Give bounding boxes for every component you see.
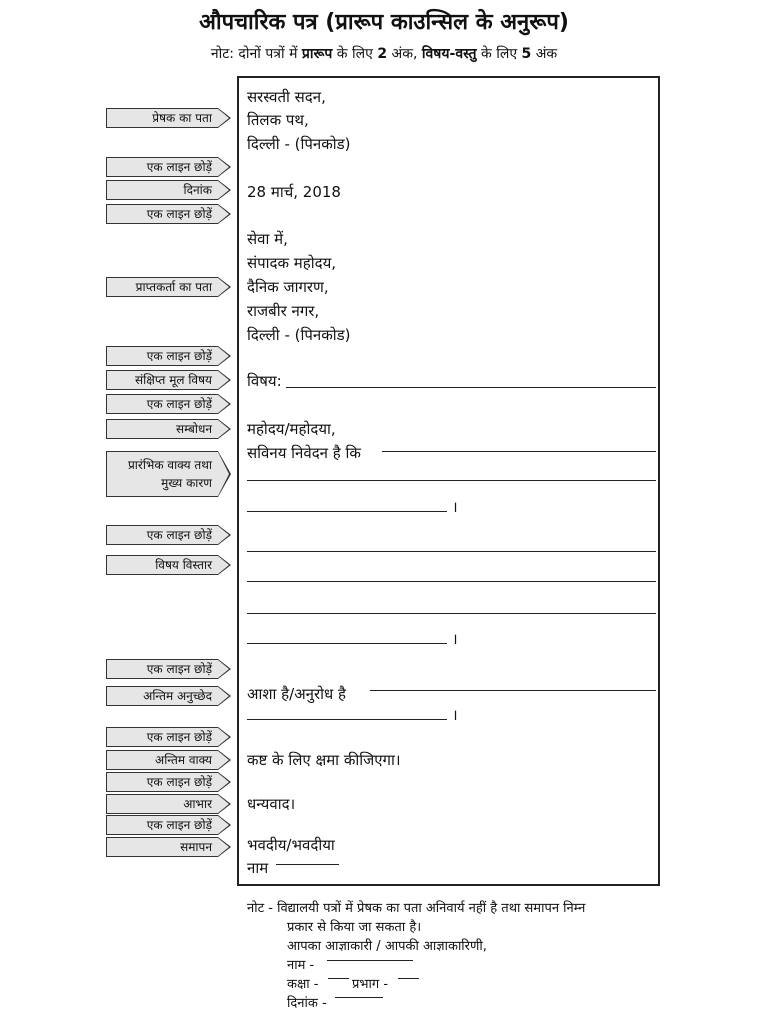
footnote-date: दिनांक -: [287, 996, 327, 1011]
apology-text: कष्ट के लिए क्षमा कीजिएगा।: [247, 751, 401, 769]
footnote-class-blank: [328, 978, 349, 979]
body-blank-1: [247, 551, 656, 552]
to-line-4: राजबीर नगर,: [247, 302, 320, 320]
tag-skip-line: एक लाइन छोड़ें: [106, 815, 218, 835]
to-line-5: दिल्ली - (पिनकोड): [247, 326, 351, 344]
page-title: औपचारिक पत्र (प्रारूप काउन्सिल के अनुरूप): [199, 10, 569, 35]
danda: ।: [452, 498, 458, 516]
tag-skip-line: एक लाइन छोड़ें: [106, 525, 218, 545]
hope-blank-2: [247, 719, 447, 720]
tag-opening: प्रारंभिक वाक्य तथा मुख्य कारण: [106, 451, 218, 497]
hope-text: आशा है/अनुरोध है: [247, 685, 346, 703]
tag-receiver-address: प्राप्तकर्ता का पता: [106, 277, 218, 297]
opening-blank-2: [247, 480, 656, 481]
footnote-line-3: आपका आज्ञाकारी / आपकी आज्ञाकारिणी,: [287, 939, 487, 954]
name-label: नाम: [247, 859, 269, 877]
body-blank-3: [247, 613, 656, 614]
tag-sender-address: प्रेषक का पता: [106, 108, 218, 128]
tag-last-sentence: अन्तिम वाक्य: [106, 750, 218, 770]
marks-note: नोट: दोनों पत्रों में प्रारूप के लिए 2 अंक, विषय-वस्तु के लिए 5 अंक: [210, 46, 558, 62]
body-blank-4: [247, 643, 447, 644]
subject-label: विषय:: [247, 372, 282, 390]
salutation: महोदय/महोदया,: [247, 420, 336, 438]
opening-text: सविनय निवेदन है कि: [247, 444, 361, 462]
tag-elaboration: विषय विस्तार: [106, 555, 218, 575]
to-line-3: दैनिक जागरण,: [247, 278, 329, 296]
tag-skip-line: एक लाइन छोड़ें: [106, 659, 218, 679]
name-blank: [276, 864, 339, 865]
subject-blank: [286, 387, 656, 388]
hope-blank: [370, 690, 656, 691]
danda: ।: [452, 630, 458, 648]
danda: ।: [452, 706, 458, 724]
opening-blank-3: [247, 511, 447, 512]
thanks-text: धन्यवाद।: [247, 795, 296, 813]
body-blank-2: [247, 581, 656, 582]
tag-skip-line: एक लाइन छोड़ें: [106, 204, 218, 224]
tag-thanks: आभार: [106, 794, 218, 814]
sender-line-3: दिल्ली - (पिनकोड): [247, 135, 351, 153]
tag-skip-line: एक लाइन छोड़ें: [106, 346, 218, 366]
footnote-section-blank: [398, 978, 419, 979]
to-line-1: सेवा में,: [247, 230, 288, 248]
sender-line-1: सरस्वती सदन,: [247, 88, 326, 106]
footnote-class: कक्षा -: [287, 977, 319, 992]
tag-skip-line: एक लाइन छोड़ें: [106, 394, 218, 414]
tag-skip-line: एक लाइन छोड़ें: [106, 727, 218, 747]
footnote-date-blank: [335, 997, 383, 998]
tag-skip-line: एक लाइन छोड़ें: [106, 772, 218, 792]
tag-salutation: सम्बोधन: [106, 419, 218, 439]
sender-line-2: तिलक पथ,: [247, 111, 309, 129]
tag-date: दिनांक: [106, 180, 218, 200]
footnote-line-2: प्रकार से किया जा सकता है।: [287, 920, 422, 935]
to-line-2: संपादक महोदय,: [247, 254, 337, 272]
tag-subject: संक्षिप्त मूल विषय: [106, 370, 218, 390]
yours-text: भवदीय/भवदीया: [247, 836, 335, 854]
footnote-name: नाम -: [287, 958, 315, 973]
tag-closing: समापन: [106, 837, 218, 857]
footnote-name-blank: [327, 960, 413, 961]
tag-skip-line: एक लाइन छोड़ें: [106, 157, 218, 177]
footnote-section: प्रभाग -: [352, 977, 389, 992]
tag-last-paragraph: अन्तिम अनुच्छेद: [106, 686, 218, 706]
footnote-line-1: नोट - विद्यालयी पत्रों में प्रेषक का पता अनिवार्य नहीं है तथा समापन निम्न: [247, 901, 586, 916]
letter-date: 28 मार्च, 2018: [247, 183, 341, 201]
opening-blank: [382, 451, 656, 452]
